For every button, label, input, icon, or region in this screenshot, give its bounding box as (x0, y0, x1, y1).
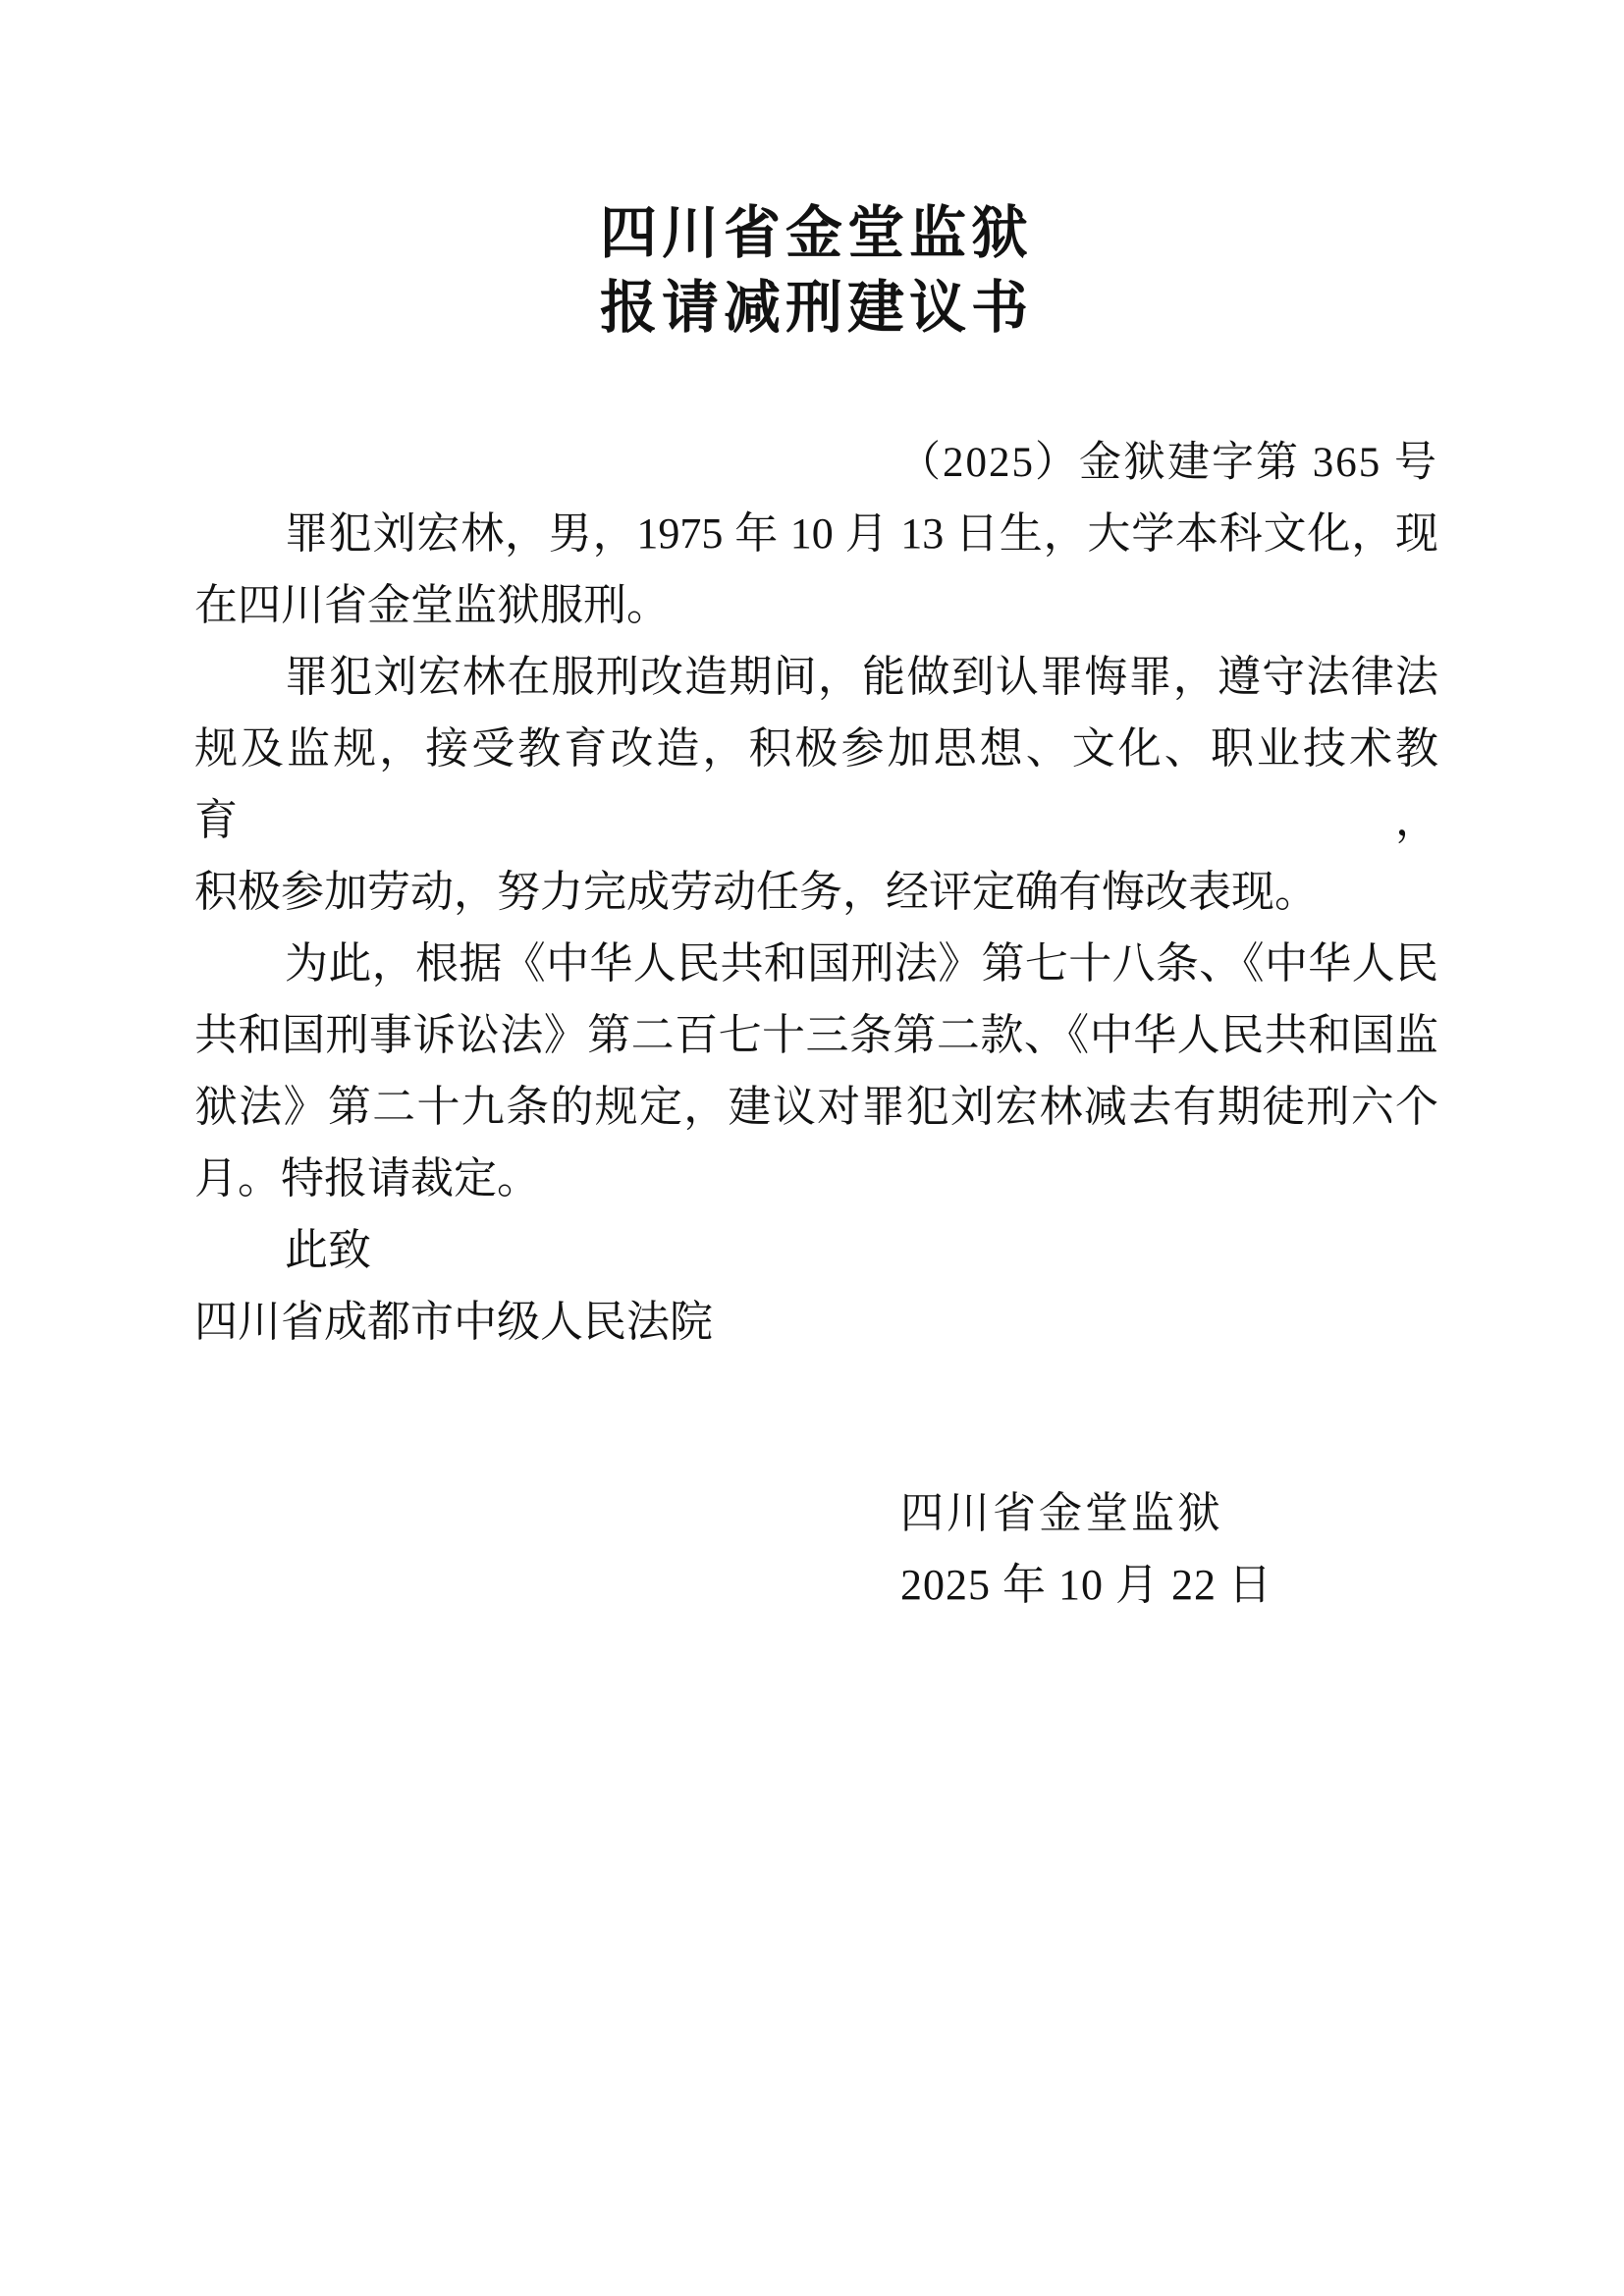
doc-number: （2025）金狱建字第 365 号 (898, 440, 1438, 486)
body-line: 罪犯刘宏林，男，1975 年 10 月 13 日生，大学本科文化，现 (285, 509, 1438, 558)
document-body (194, 498, 1438, 1358)
body-line: 规及监规，接受教育改造，积极参加思想、文化、职业技术教育， (194, 724, 1438, 844)
signature-date: 2025 年 10 月 22 日 (900, 1561, 1272, 1609)
body-line: 在四川省金堂监狱服刑。 (194, 581, 670, 629)
signature-org: 四川省金堂监狱 (900, 1489, 1223, 1537)
body-line: 此致 (285, 1226, 371, 1274)
title-line-2: 报请减刑建议书 (599, 276, 1033, 340)
body-line: 四川省成都市中级人民法院 (194, 1298, 713, 1346)
body-line: 积极参加劳动，努力完成劳动任务，经评定确有悔改表现。 (194, 868, 1318, 916)
body-line: 共和国刑事诉讼法》第二百七十三条第二款、《中华人民共和国监 (194, 1011, 1438, 1059)
title-line-1: 四川省金堂监狱 (599, 201, 1033, 265)
body-line: 罪犯刘宏林在服刑改造期间，能做到认罪悔罪，遵守法律法 (285, 653, 1438, 701)
document-title (194, 196, 1438, 346)
body-line: 狱法》第二十九条的规定，建议对罪犯刘宏林减去有期徒刑六个 (194, 1083, 1438, 1131)
signature-block (900, 1477, 1438, 1621)
body-line: 为此，根据《中华人民共和国刑法》第七十八条、《中华人民 (285, 939, 1438, 988)
body-line: 月。特报请裁定。 (194, 1154, 540, 1202)
